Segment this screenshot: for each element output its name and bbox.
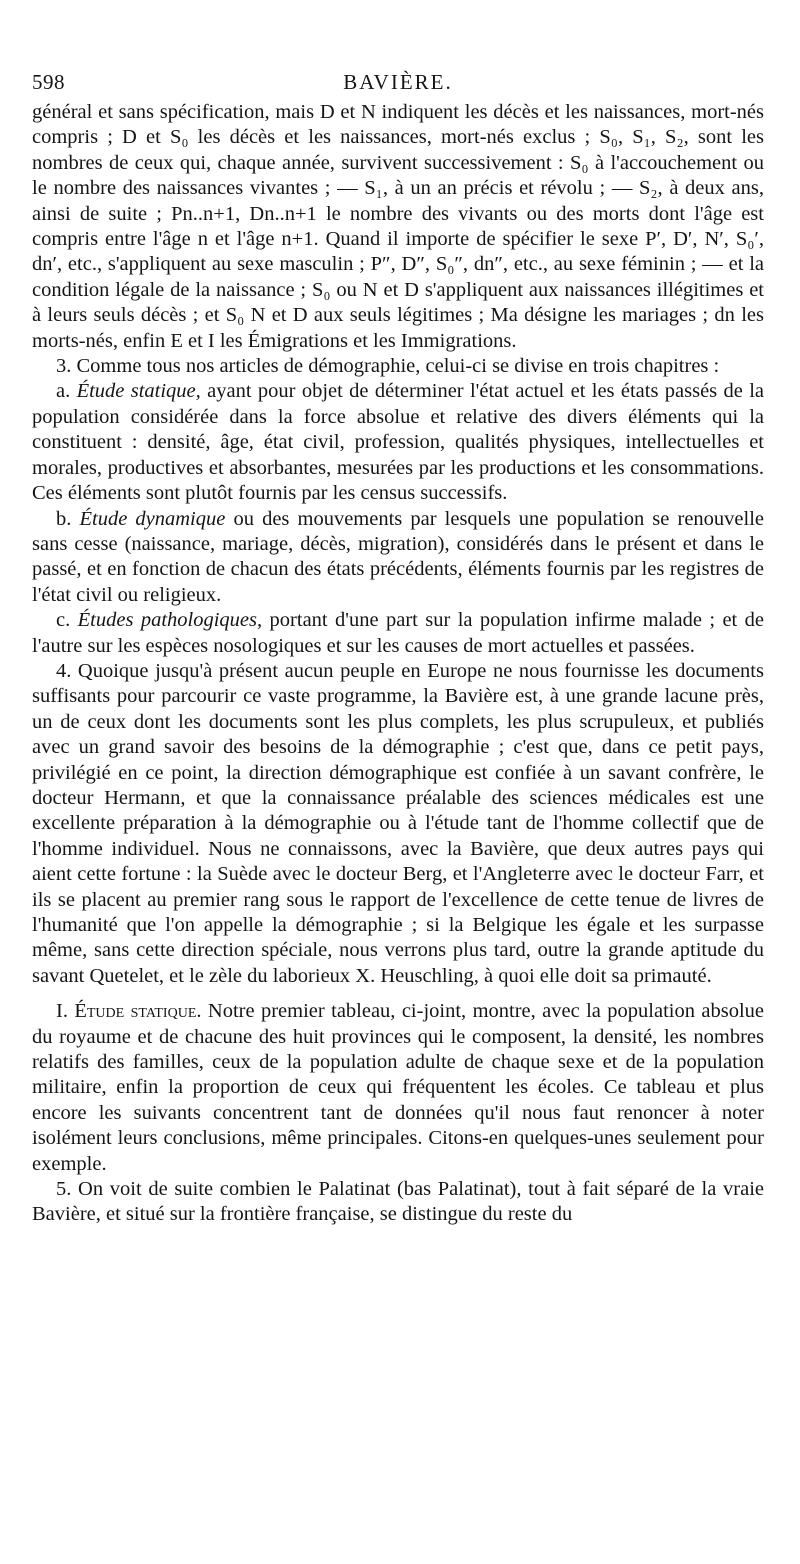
paragraph-a	[32, 379, 764, 506]
paragraph-a-lead: a.	[56, 380, 77, 403]
page-header	[32, 60, 764, 100]
paragraph-b-lead: b.	[56, 507, 80, 530]
paragraph-c-lead: c.	[56, 609, 78, 632]
paragraph-I-lead: I.	[56, 1000, 75, 1023]
paragraph-c-text: portant d'une part sur la population infirme malade ; et de l'autre sur les espèces nosologiques et sur les causes de mort actuelles et passées.	[32, 609, 764, 657]
paragraph-I-title: Étude statique.	[74, 1000, 202, 1023]
paragraph-a-title: Étude statique,	[76, 380, 201, 403]
paragraph-3: 3. Comme tous nos articles de démographie, celui-ci se divise en trois chapitres :	[56, 355, 720, 378]
paragraph-I-text: Notre premier tableau, ci-joint, montre, avec la population absolue du royaume et de chacune des huit provinces qui le composent, la densité, les nombres relatifs des familles, ceux de la population adulte de chaque sexe et de la population militaire, enfin la proportion de ceux qui fréquentent les écoles. Ce tableau et plus encore les suivants concentrent tant de données qu'il nous faut renoncer à noter isolément leurs conclusions, même principales. Citons-en quelques-unes seulement pour exemple.	[32, 1000, 765, 1175]
paragraph-I	[32, 999, 764, 1177]
book-page	[32, 60, 764, 1228]
paragraph-4: 4. Quoique jusqu'à présent aucun peuple en Europe ne nous fournisse les documents suffisants pour parcourir ce vaste programme, la Bavière est, à une grande lacune près, un de ceux dont les documents sont les plus complets, les plus scrupuleux, et publiés avec un grand savoir des besoins de la démographie ; c'est que, dans ce petit pays, privilégié en ce point, la direction démographique est confiée à un savant confrère, le docteur Hermann, et que la connaissance préalable des sciences médicales est une excellente préparation à la démographie ou à l'étude tant de l'homme collectif que de l'homme individuel. Nous ne connaissons, avec la Bavière, que deux autres pays qui aient cette fortune : la Suède avec le docteur Berg, et l'Angleterre avec le docteur Farr, et ils se placent au premier rang sous le rapport de l'excellence de cette tenue de livres de l'humanité que l'on appelle la démographie ; si la Belgique les égale et les surpasse même, sans cette direction spéciale, nous verrons plus tard, outre la grande aptitude du savant Quetelet, et le zèle du laborieux X. Heuschling, à quoi elle doit sa primauté.	[32, 659, 764, 987]
paragraph-c-title: Études pathologiques,	[77, 609, 263, 632]
paragraph-c	[32, 608, 764, 659]
body-text	[32, 100, 764, 1228]
page-number: 598	[32, 70, 65, 94]
paragraph-b	[32, 507, 764, 609]
paragraph-b-title: Étude dynamique	[79, 507, 226, 530]
running-title: BAVIÈRE.	[343, 70, 453, 94]
paragraph-5: 5. On voit de suite combien le Palatinat (bas Palatinat), tout à fait séparé de la vraie Bavière, et situé sur la frontière française, se distingue du reste du	[32, 1178, 764, 1226]
paragraph-b-text: ou des mouvements par lesquels une population se renouvelle sans cesse (naissance, mariage, décès, migration), considérés dans le présent et dans le passé, et en fonction de chacun des états précédents, éléments fournis par les registres de l'état civil ou religieux.	[32, 507, 765, 606]
paragraph-a-text: ayant pour objet de déterminer l'état actuel et les états passés de la population considérée dans la force absolue et relative des divers éléments qui la constituent : densité, âge, état civil, profession, qualités physiques, intellectuelles et morales, productives et absorbantes, mesurées par les productions et les consommations. Ces éléments sont plutôt fournis par les census successifs.	[32, 380, 765, 505]
paragraph-intro: général et sans spécification, mais D et N indiquent les décès et les naissances, mort-nés compris ; D et S₀ les décès et les naissances, mort-nés exclus ; S₀, S₁, S₂, sont les nombres de ceux qui, chaque année, survivent successivement : S₀ à l'accouchement ou le nombre des naissances vivantes ; — S₁, à un an précis et révolu ; — S₂, à deux ans, ainsi de suite ; Pn..n+1, Dn..n+1 le nombre des vivants ou des morts dont l'âge est compris entre l'âge n et l'âge n+1. Quand il importe de spécifier le sexe P′, D′, N′, S₀′, dn′, etc., s'appliquent au sexe masculin ; P″, D″, S₀″, dn″, etc., au sexe féminin ; — et la condition légale de la naissance ; S₀ ou N et D s'appliquent aux naissances illégitimes et à leurs seuls décès ; et S₀ N et D aux seuls légitimes ; Ma désigne les mariages ; dn les morts-nés, enfin E et I les Émigrations et les Immigrations.	[32, 101, 764, 352]
